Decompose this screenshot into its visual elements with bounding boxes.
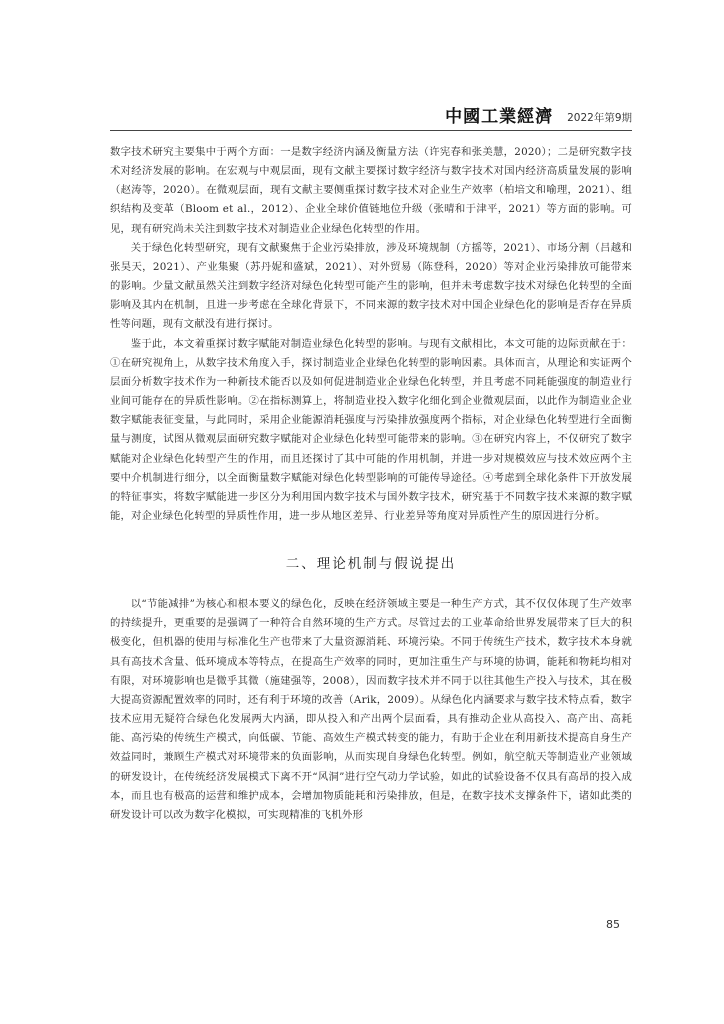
issue-label: 2022年第9期 xyxy=(567,112,632,124)
body-text xyxy=(110,143,632,825)
header-rule xyxy=(110,130,632,131)
page-number: 85 xyxy=(606,918,620,931)
journal-title: 中國工業經濟 xyxy=(445,107,554,127)
paragraph-4: 以“节能减排”为核心和根本要义的绿色化，反映在经济领域主要是一种生产方式，其不仅仅体现了生产效率的持续提升，更重要的是强调了一种符合自然环境的生产方式。尽管过去的工业革命给世界发展带来了巨大的积极变化，但机器的使用与标准化生产也带来了大量资源消耗、环境污染。不同于传统生产技术，数字技术本身就具有高技术含量、低环境成本等特点，在提高生产效率的同时，更加注重生产与环境的协调，能耗和物耗均相对有限，对环境影响也是微乎其微（施建强等，2008），因而数字技术并不同于以往其他生产投入与技术，其在极大提高资源配置效率的同时，还有利于环境的改善（Arik，2009）。从绿色化内涵要求与数字技术特点看，数字技术应用无疑符合绿色化发展两大内涵，即从投入和产出两个层面看，具有推动企业从高投入、高产出、高耗能、高污染的传统生产模式，向低碳、节能、高效生产模式转变的能力，有助于企业在利用新技术提高自身生产效益同时，兼顾生产模式对环境带来的负面影响，从而实现自身绿色化转型。例如，航空航天等制造业产业领域的研发设计，在传统经济发展模式下离不开“风洞”进行空气动力学试验，如此的试验设备不仅具有高昂的投入成本，而且也有极高的运营和维护成本，会增加物质能耗和污染排放，但是，在数字技术支撑条件下，诸如此类的研发设计可以改为数字化模拟，可实现精准的飞机外形 xyxy=(110,598,632,821)
paragraph-2: 关于绿色化转型研究，现有文献聚焦于企业污染排放，涉及环境规制（方摇等，2021）、市场分割（吕越和张昊天，2021）、产业集聚（苏丹妮和盛斌，2021）、对外贸易（陈登科，2020）等对企业污染排放可能带来的影响。少量文献虽然关注到数字经济对绿色化转型可能产生的影响，但并未考虑数字技术对绿色化转型的全面影响及其内在机制，且进一步考虑在全球化背景下，不同来源的数字技术对中国企业绿色化的影响是否存在异质性等问题，现有文献没有进行探讨。 xyxy=(110,241,632,331)
paragraph-3: 鉴于此，本文着重探讨数字赋能对制造业绿色化转型的影响。与现有文献相比，本文可能的边际贡献在于：①在研究视角上，从数字技术角度入手，探讨制造业企业绿色化转型的影响因素。具体而言，从理论和实证两个层面分析数字技术作为一种新技术能否以及如何促进制造业企业绿色化转型，并且考虑不同耗能强度的制造业行业间可能存在的异质性影响。②在指标测算上，将制造业投入数字化细化到企业微观层面，以此作为制造业企业数字赋能表征变量，与此同时，采用企业能源消耗强度与污染排放强度两个指标，对企业绿色化转型进行全面衡量与测度，试图从微观层面研究数字赋能对企业绿色化转型可能带来的影响。③在研究内容上，不仅研究了数字赋能对企业绿色化转型产生的作用，而且还探讨了其中可能的作用机制，并进一步对规模效应与技术效应两个主要中介机制进行细分，以全面衡量数字赋能对绿色化转型影响的可能传导途径。④考虑到全球化条件下开放发展的特征事实，将数字赋能进一步区分为利用国内数字技术与国外数字技术，研究基于不同数字技术来源的数字赋能，对企业绿色化转型的异质性作用，进一步从地区差异、行业差异等角度对异质性产生的原因进行分析。 xyxy=(110,337,632,522)
running-header xyxy=(110,103,632,127)
paragraph-1: 数字技术研究主要集中于两个方面：一是数字经济内涵及衡量方法（许宪春和张美慧，2020）；二是研究数字技术对经济发展的影响。在宏观与中观层面，现有文献主要探讨数字经济与数字技术对国内经济高质量发展的影响（赵涛等，2020）。在微观层面，现有文献主要侧重探讨数字技术对企业生产效率（柏培文和喻理，2021）、组织结构及变革（Bloom et al.，2012）、企业全球价值链地位升级（张晴和于津平，2021）等方面的影响。可见，现有研究尚未关注到数字技术对制造业企业绿色化转型的作用。 xyxy=(110,146,632,235)
section-heading: 二、理论机制与假说提出 xyxy=(285,556,457,573)
